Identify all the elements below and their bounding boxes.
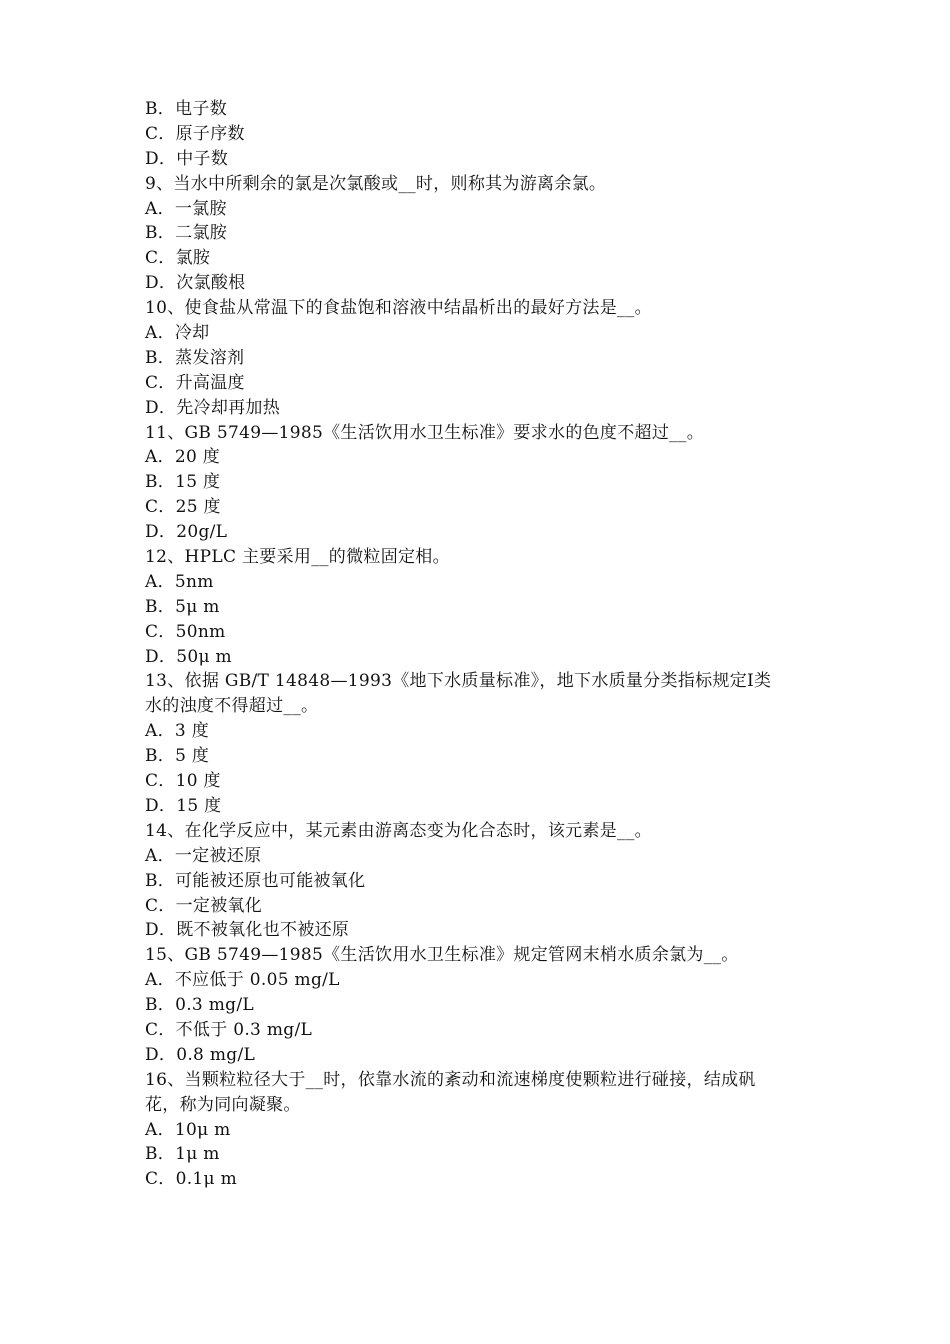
answer-option: C．氯胺 xyxy=(145,248,211,269)
answer-option: C．不低于 0.3 mg/L xyxy=(145,1019,313,1040)
answer-option: D．50μ m xyxy=(145,646,232,667)
question-text: 9、当水中所剩余的氯是次氯酸或__时，则称其为游离余氯。 xyxy=(145,173,607,194)
answer-option: D．既不被氧化也不被还原 xyxy=(145,920,350,941)
answer-option: C．0.1μ m xyxy=(145,1169,238,1190)
answer-option: B．蒸发溶剂 xyxy=(145,347,245,368)
answer-option: C．50nm xyxy=(145,621,226,642)
answer-option: C．25 度 xyxy=(145,497,221,518)
answer-option: A．不应低于 0.05 mg/L xyxy=(145,970,340,991)
answer-option: B．5 度 xyxy=(145,746,210,767)
answer-option: A．5nm xyxy=(145,571,214,592)
question-text: 15、GB 5749—1985《生活饮用水卫生标准》规定管网末梢水质余氯为__。 xyxy=(145,945,739,966)
answer-option: D．15 度 xyxy=(145,795,222,816)
question-text: 10、使食盐从常温下的食盐饱和溶液中结晶析出的最好方法是__。 xyxy=(145,298,652,319)
question-text: 13、依据 GB/T 14848—1993《地下水质量标准》，地下水质量分类指标规定Ⅰ类 xyxy=(145,671,772,692)
answer-option: D．中子数 xyxy=(145,148,229,169)
answer-option: A．20 度 xyxy=(145,447,221,468)
question-text: 11、GB 5749—1985《生活饮用水卫生标准》要求水的色度不超过__。 xyxy=(145,422,705,443)
answer-option: C．10 度 xyxy=(145,771,221,792)
answer-option: C．一定被氧化 xyxy=(145,895,263,916)
question-text: 14、在化学反应中，某元素由游离态变为化合态时，该元素是__。 xyxy=(145,820,652,841)
answer-option: A．冷却 xyxy=(145,323,210,344)
question-text: 16、当颗粒粒径大于__时，依靠水流的紊动和流速梯度使颗粒进行碰接，结成矾 xyxy=(145,1069,756,1090)
answer-option: A．10μ m xyxy=(145,1119,231,1140)
question-text-continued: 水的浊度不得超过__。 xyxy=(145,696,319,717)
answer-option: B．1μ m xyxy=(145,1144,220,1165)
answer-option: A．一定被还原 xyxy=(145,845,262,866)
answer-option: B．5μ m xyxy=(145,596,220,617)
answer-option: D．先冷却再加热 xyxy=(145,397,281,418)
answer-option: D．20g/L xyxy=(145,522,228,543)
document-body xyxy=(145,97,825,1192)
answer-option: A．一氯胺 xyxy=(145,198,227,219)
question-text: 12、HPLC 主要采用__的微粒固定相。 xyxy=(145,547,450,568)
answer-option: C．原子序数 xyxy=(145,123,245,144)
answer-option: B．可能被还原也可能被氧化 xyxy=(145,870,366,891)
answer-option: D．0.8 mg/L xyxy=(145,1044,256,1065)
question-text-continued: 花，称为同向凝聚。 xyxy=(145,1094,301,1115)
answer-option: A．3 度 xyxy=(145,721,209,742)
answer-option: B．0.3 mg/L xyxy=(145,995,254,1016)
answer-option: B．二氯胺 xyxy=(145,223,227,244)
answer-option: C．升高温度 xyxy=(145,372,245,393)
answer-option: B．15 度 xyxy=(145,472,221,493)
answer-option: B．电子数 xyxy=(145,99,227,119)
answer-option: D．次氯酸根 xyxy=(145,273,246,294)
